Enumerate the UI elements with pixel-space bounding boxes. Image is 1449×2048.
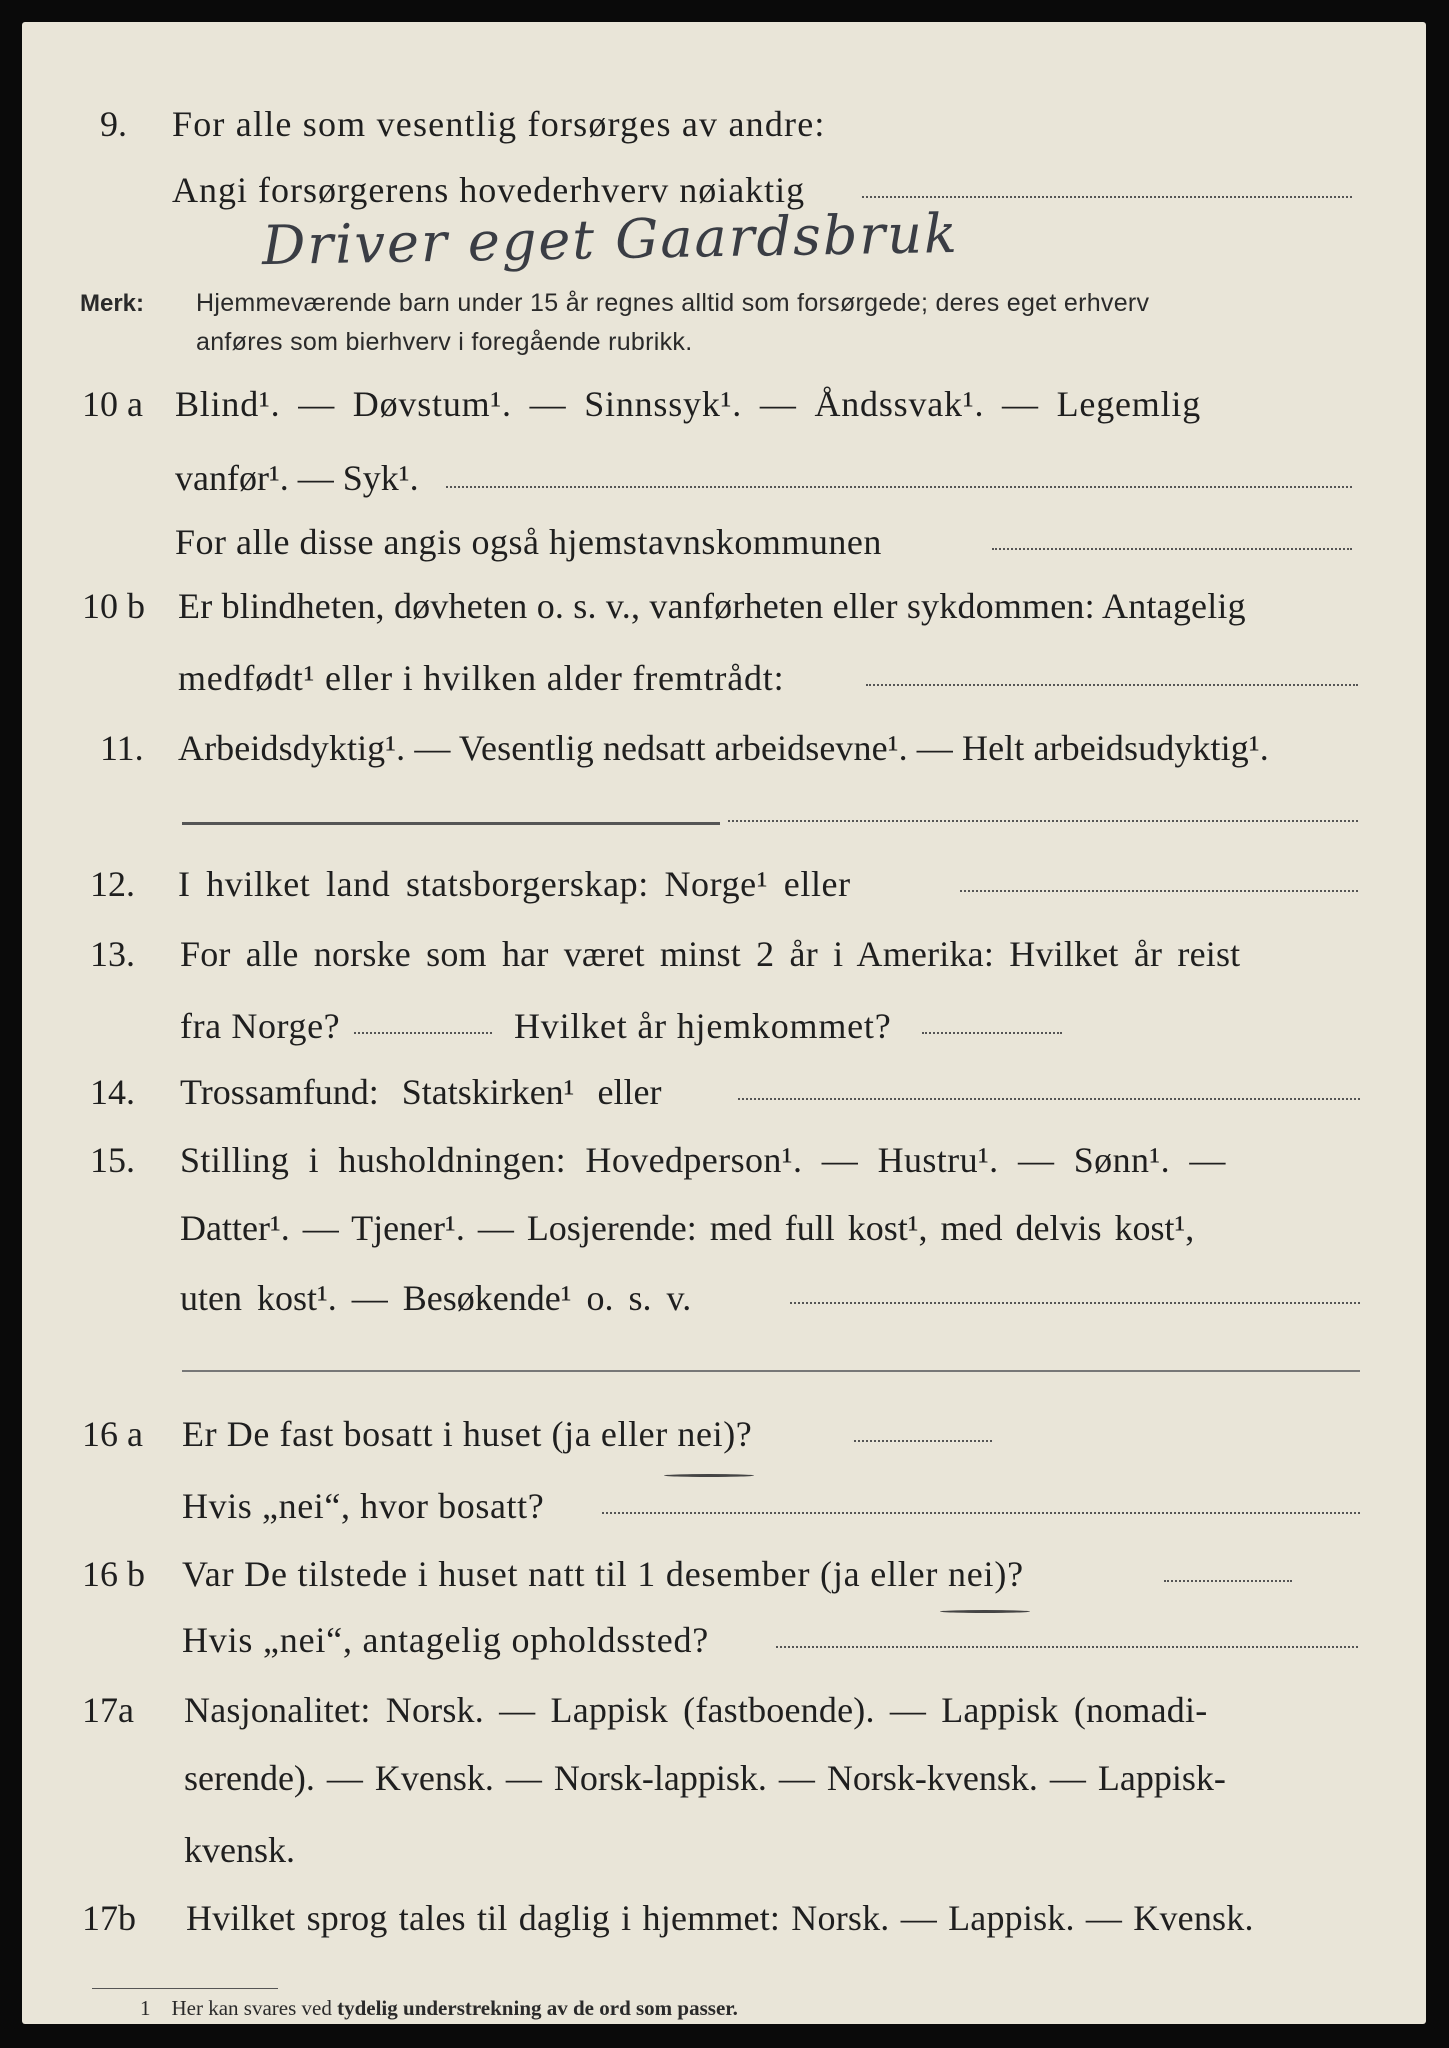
q10b-number: 10 b [82, 586, 145, 626]
q16b-location-line [776, 1646, 1358, 1648]
q13-line1: For alle norske som har været minst 2 år i Amerika: Hvilket år reist [180, 934, 1241, 974]
q10b-answer-line [866, 684, 1358, 686]
q15-answer-line [790, 1302, 1360, 1304]
merk-line1: Hjemmeværende barn under 15 år regnes alltid som forsørgede; deres eget erhverv [196, 289, 1150, 317]
q9-number: 9. [100, 104, 127, 144]
q10a-line2: vanfør¹. — Syk¹. [175, 458, 419, 498]
q15-separator-line [182, 1370, 1360, 1372]
q16b-underline-mark [940, 1610, 1030, 1613]
q10a-hometown-line [992, 548, 1352, 550]
merk-label: Merk: [80, 290, 145, 317]
merk-line2: anføres som bierhverv i foregående rubrikk. [196, 328, 693, 356]
q10a-line3: For alle disse angis også hjemstavnskommunen [175, 522, 882, 562]
q17a-number: 17a [82, 1690, 134, 1730]
q10b-line1: Er blindheten, døvheten o. s. v., vanførheten eller sykdommen: Antagelig [178, 586, 1246, 626]
footnote [140, 1996, 738, 2021]
q10a-answer-line [446, 486, 1352, 488]
q16a-answer-line [854, 1440, 992, 1442]
q13-line2b: Hvilket år hjemkommet? [514, 1006, 892, 1046]
q16b-line2: Hvis „nei“, antagelig opholdssted? [182, 1620, 710, 1660]
q10a-line1: Blind¹. — Døvstum¹. — Sinnssyk¹. — Åndssvak¹. — Legemlig [175, 384, 1201, 424]
footnote-text: Her kan svares ved [171, 1996, 332, 2020]
q11-number: 11. [100, 728, 144, 768]
q16a-line2: Hvis „nei“, hvor bosatt? [182, 1486, 545, 1526]
q9-line1: For alle som vesentlig forsørges av andre: [172, 104, 826, 144]
q11-answer-line [728, 820, 1358, 822]
q14-answer-line [738, 1098, 1360, 1100]
q16a-underline-mark [664, 1474, 754, 1477]
q9-handwritten-answer: Driver eget Gaardsbruk [261, 201, 960, 278]
q12-line1: I hvilket land statsborgerskap: Norge¹ eller [178, 864, 851, 904]
q14-number: 14. [90, 1072, 135, 1112]
q17a-line3: kvensk. [184, 1830, 295, 1870]
q15-number: 15. [90, 1140, 135, 1180]
q15-line3: uten kost¹. — Besøkende¹ o. s. v. [180, 1278, 692, 1318]
q16b-line1: Var De tilstede i huset natt til 1 desember (ja eller nei)? [182, 1554, 1024, 1594]
q17b-number: 17b [82, 1898, 136, 1938]
q16b-number: 16 b [82, 1554, 145, 1594]
q13-departure-line [354, 1032, 492, 1034]
footnote-mark: 1 [140, 1996, 151, 2020]
footnote-rule [92, 1988, 278, 1989]
q13-number: 13. [90, 934, 135, 974]
q13-line2a: fra Norge? [180, 1006, 341, 1046]
footnote-text-bold: tydelig understrekning av de ord som passer. [337, 1996, 738, 2020]
q15-line2: Datter¹. — Tjener¹. — Losjerende: med full kost¹, med delvis kost¹, [180, 1208, 1195, 1248]
q16a-line1: Er De fast bosatt i huset (ja eller nei)? [182, 1414, 753, 1454]
q11-line1: Arbeidsdyktig¹. — Vesentlig nedsatt arbeidsevne¹. — Helt arbeidsudyktig¹. [178, 728, 1269, 768]
q15-line1: Stilling i husholdningen: Hovedperson¹. — Hustru¹. — Sønn¹. — [180, 1140, 1226, 1180]
q17a-line2: serende). — Kvensk. — Norsk-lappisk. — Norsk-kvensk. — Lappisk- [184, 1758, 1226, 1798]
q16a-number: 16 a [82, 1414, 143, 1454]
q11-underline-solid [182, 822, 720, 825]
q9-answer-line [862, 196, 1352, 198]
q17a-line1: Nasjonalitet: Norsk. — Lappisk (fastboende). — Lappisk (nomadi- [184, 1690, 1208, 1730]
q10a-number: 10 a [82, 384, 143, 424]
q14-line1: Trossamfund: Statskirken¹ eller [180, 1072, 662, 1112]
q9-line2: Angi forsørgerens hovederhverv nøiaktig [172, 170, 806, 210]
q12-number: 12. [90, 864, 135, 904]
q16b-answer-line [1164, 1580, 1292, 1582]
q12-answer-line [960, 890, 1358, 892]
q16a-residence-line [602, 1512, 1360, 1514]
q13-return-line [922, 1032, 1062, 1034]
q10b-line2: medfødt¹ eller i hvilken alder fremtrådt: [178, 658, 785, 698]
q17b-line1: Hvilket sprog tales til daglig i hjemmet: Norsk. — Lappisk. — Kvensk. [186, 1898, 1254, 1938]
